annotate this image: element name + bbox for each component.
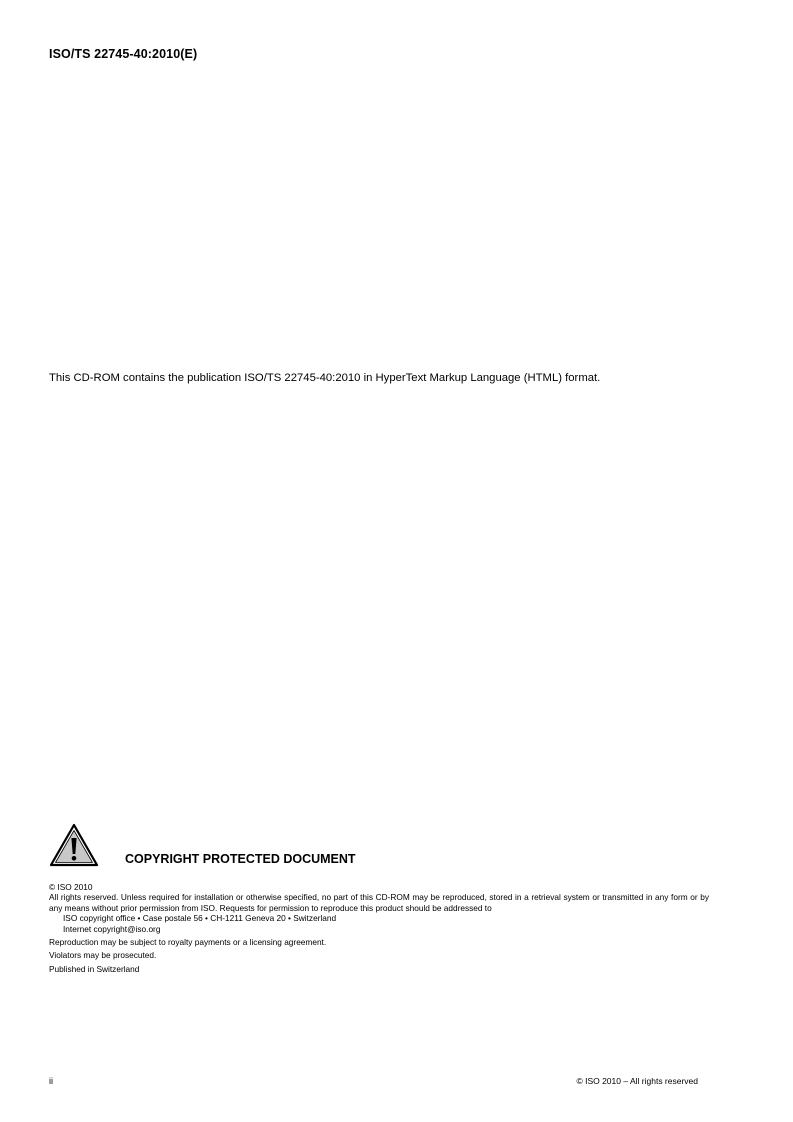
violators-line: Violators may be prosecuted. [49,950,157,961]
rights-reserved-text: All rights reserved. Unless required for installation or otherwise specified, no part of this CD-ROM may be reproduced, stored in a retrieval system or transmitted in any form or by any means without prior permission from ISO. Requests for permission to reproduce this product should be addressed to [49,892,709,913]
intro-paragraph: This CD-ROM contains the publication ISO/TS 22745-40:2010 in HyperText Markup Language (HTML) format. [49,372,601,384]
footer-copyright: © ISO 2010 – All rights reserved [576,1076,698,1086]
warning-triangle-icon [48,822,100,868]
document-header-id: ISO/TS 22745-40:2010(E) [49,47,198,61]
copyright-notice-block [49,882,709,974]
copyright-year-line: © ISO 2010 [49,882,93,892]
copyright-heading: COPYRIGHT PROTECTED DOCUMENT [125,852,356,866]
iso-address-line: ISO copyright office • Case postale 56 • CH-1211 Geneva 20 • Switzerland [63,913,337,924]
footer-page-number: ii [49,1076,53,1086]
published-line: Published in Switzerland [49,963,140,974]
internet-contact-line: Internet copyright@iso.org [63,923,161,934]
royalty-line: Reproduction may be subject to royalty payments or a licensing agreement. [49,937,327,948]
